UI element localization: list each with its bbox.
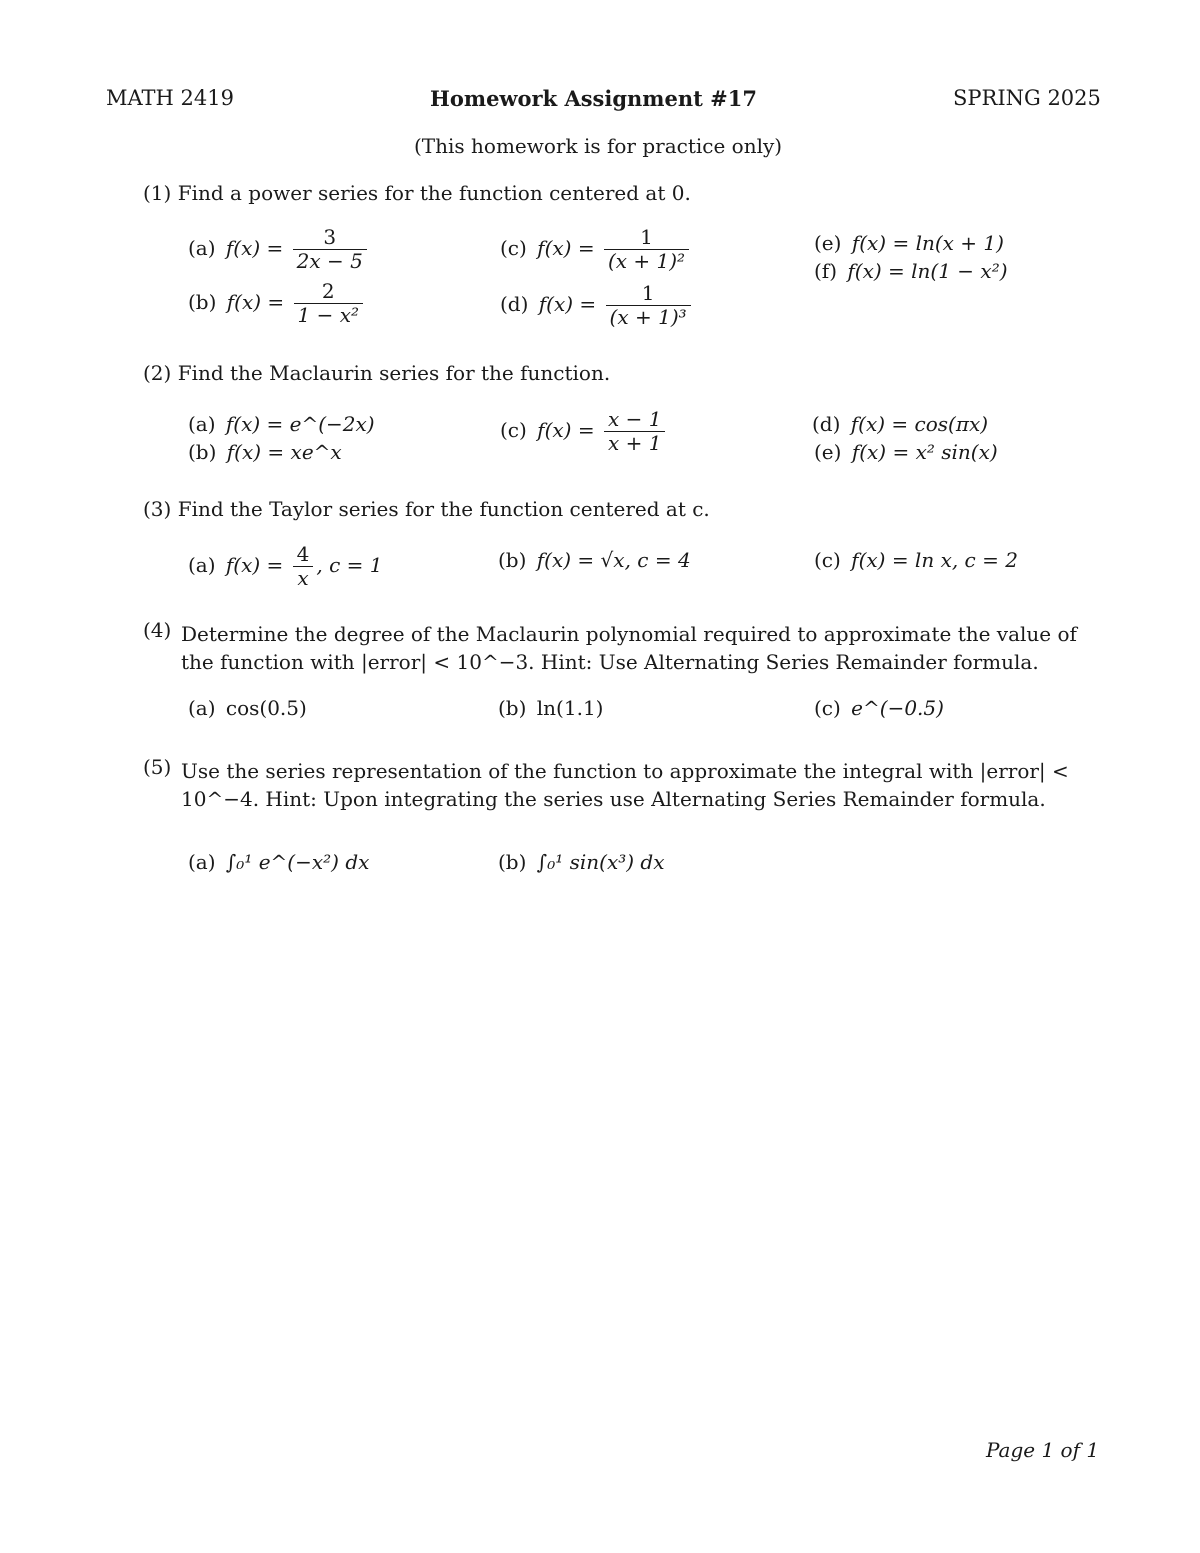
problem-text: Find the Taylor series for the function centered at c. — [177, 497, 710, 521]
part-lhs: f(x) = — [537, 418, 595, 442]
part-expression: ∫₀¹ e^(−x²) dx — [225, 850, 370, 874]
problem-text: Find the Maclaurin series for the function. — [177, 361, 611, 385]
part-expression: f(x) = √x, c = 4 — [536, 548, 691, 572]
problem-5b — [498, 852, 664, 872]
part-label: (c) — [814, 696, 841, 720]
problem-1-heading — [143, 183, 691, 203]
part-lhs: f(x) = — [226, 290, 285, 314]
fraction — [604, 226, 689, 273]
term: SPRING 2025 — [953, 86, 1101, 110]
page-title: Homework Assignment #17 — [430, 86, 757, 111]
problem-3c — [814, 550, 1018, 570]
part-expression: f(x) = e^(−2x) — [225, 412, 375, 436]
problem-2b — [188, 442, 342, 462]
part-expression: f(x) = cos(πx) — [850, 412, 989, 436]
problem-4a — [188, 698, 307, 718]
fraction — [293, 226, 367, 273]
part-expression: f(x) = ln x, c = 2 — [851, 548, 1018, 572]
problem-3-heading — [143, 499, 710, 519]
problem-2e — [814, 442, 998, 462]
part-label: (d) — [500, 292, 529, 316]
numerator: 3 — [293, 226, 367, 250]
part-label: (a) — [188, 553, 216, 577]
part-label: (a) — [188, 412, 216, 436]
part-label: (c) — [500, 418, 527, 442]
part-lhs: f(x) = — [225, 236, 284, 260]
problem-2d — [812, 414, 988, 434]
part-expression: ln(1.1) — [536, 696, 604, 720]
part-expression: f(x) = xe^x — [226, 440, 342, 464]
course-code: MATH 2419 — [106, 86, 234, 110]
part-label: (a) — [188, 696, 216, 720]
fraction — [606, 282, 691, 329]
problem-2a — [188, 414, 375, 434]
denominator: x + 1 — [607, 431, 662, 455]
part-expression: cos(0.5) — [225, 696, 307, 720]
problem-1e — [814, 233, 1004, 253]
part-label: (c) — [500, 236, 527, 260]
problem-5a — [188, 852, 369, 872]
part-expression: f(x) = x² sin(x) — [851, 440, 998, 464]
numerator: 2 — [294, 280, 364, 304]
problem-1f — [814, 261, 1008, 281]
denominator: x — [297, 566, 309, 590]
part-label: (e) — [814, 440, 842, 464]
part-expression: e^(−0.5) — [851, 696, 944, 720]
problem-2-heading — [143, 363, 610, 383]
problem-1c — [500, 226, 692, 273]
part-label: (a) — [188, 850, 216, 874]
part-expression: f(x) = ln(x + 1) — [851, 231, 1004, 255]
numerator: x − 1 — [604, 408, 665, 432]
problem-3a — [188, 543, 383, 590]
denominator: (x + 1)² — [607, 249, 686, 273]
fraction — [294, 280, 364, 327]
part-label: (d) — [812, 412, 841, 436]
subtitle: (This homework is for practice only) — [414, 134, 783, 158]
numerator: 1 — [604, 226, 689, 250]
part-label: (b) — [188, 290, 217, 314]
problem-4-number: (4) — [143, 618, 172, 642]
fraction — [604, 408, 665, 455]
part-label: (c) — [814, 548, 841, 572]
part-label: (f) — [814, 259, 838, 283]
problem-4-text: Determine the degree of the Maclaurin polynomial required to approximate the value of the function with |error| < 10^−3. Hint: Use Alternating Series Remainder formula. — [181, 622, 1077, 674]
problem-2c — [500, 408, 668, 455]
problem-4c — [814, 698, 944, 718]
problem-5-text: Use the series representation of the function to approximate the integral with |error| < 10^−4. Hint: Upon integrating the series use Alternating Series Remainder formula. — [181, 759, 1069, 811]
problem-3b — [498, 550, 691, 570]
problem-text: Find a power series for the function centered at 0. — [177, 181, 691, 205]
part-label: (b) — [188, 440, 217, 464]
part-label: (e) — [814, 231, 842, 255]
numerator: 4 — [293, 543, 314, 567]
numerator: 1 — [606, 282, 691, 306]
part-label: (b) — [498, 850, 527, 874]
problem-number: (3) — [143, 497, 172, 521]
problem-1b — [188, 280, 366, 327]
part-lhs: f(x) = — [225, 553, 284, 577]
part-lhs: f(x) = — [538, 292, 597, 316]
problem-number: (1) — [143, 181, 172, 205]
denominator: (x + 1)³ — [609, 305, 687, 329]
problem-1a — [188, 226, 370, 273]
part-label: (b) — [498, 696, 527, 720]
part-expression: ∫₀¹ sin(x³) dx — [536, 850, 665, 874]
part-lhs: f(x) = — [537, 236, 595, 260]
part-label: (b) — [498, 548, 527, 572]
problem-5-number: (5) — [143, 755, 172, 779]
problem-number: (2) — [143, 361, 172, 385]
denominator: 1 − x² — [297, 303, 360, 327]
problem-1d — [500, 282, 694, 329]
problem-4b — [498, 698, 603, 718]
denominator: 2x − 5 — [296, 249, 363, 273]
fraction — [293, 543, 314, 590]
part-label: (a) — [188, 236, 216, 260]
part-tail: , c = 1 — [316, 553, 383, 577]
page-footer: Page 1 of 1 — [986, 1438, 1100, 1462]
part-expression: f(x) = ln(1 − x²) — [847, 259, 1008, 283]
